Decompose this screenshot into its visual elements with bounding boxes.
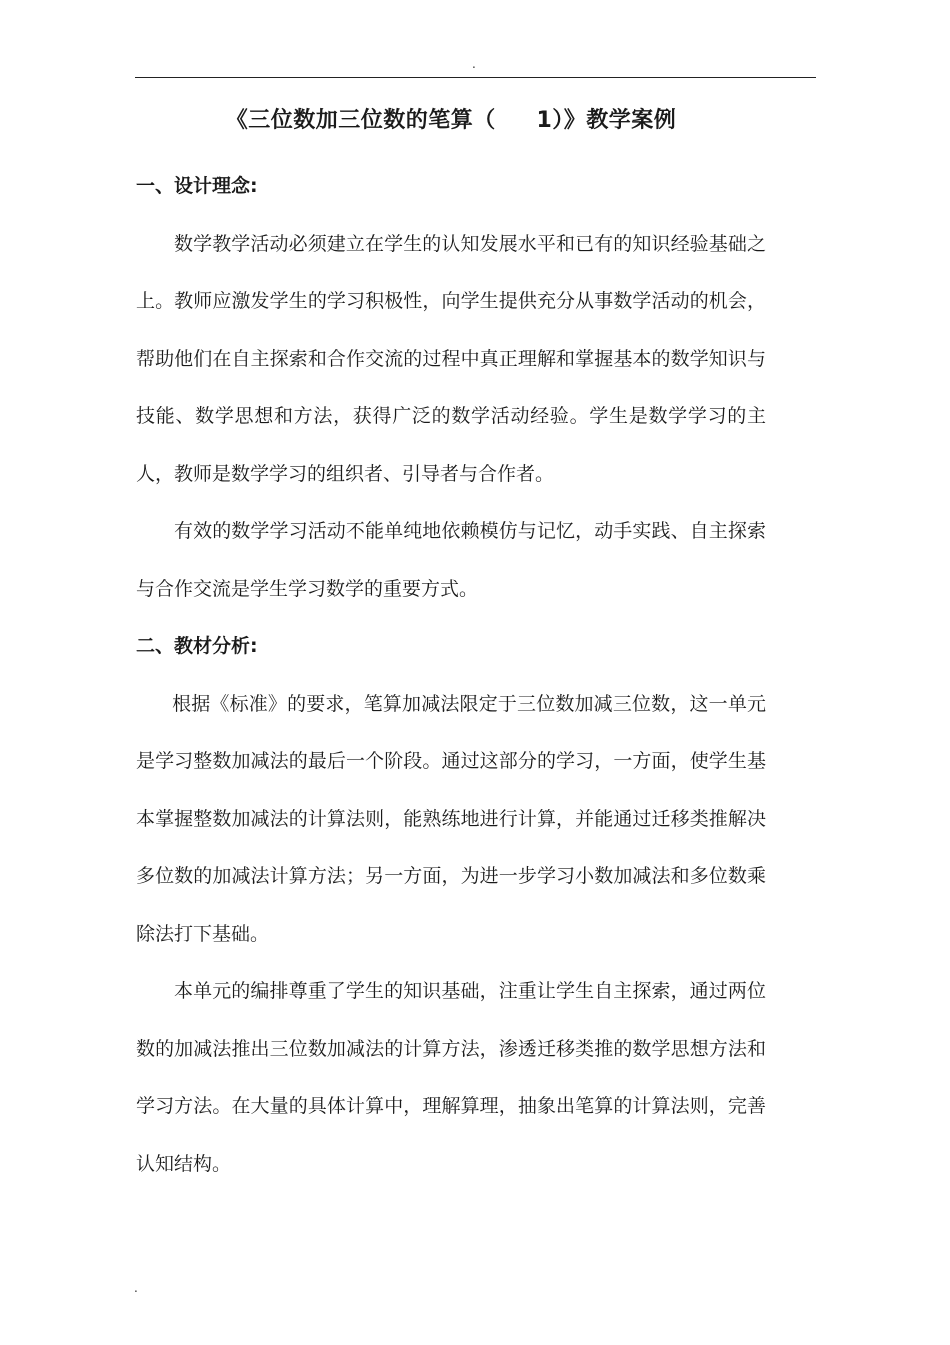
document-page (136, 103, 766, 1193)
header-rule (135, 77, 816, 78)
footer-mark: . (134, 1281, 138, 1295)
section-heading-design-concept: 一、设计理念: (136, 175, 258, 197)
paragraph-design-concept-2: 有效的数学学习活动不能单纯地依赖模仿与记忆，动手实践、自主探索与合作交流是学生学习数学的重要方式。 (136, 520, 766, 600)
paragraph-textbook-analysis-2: 本单元的编排尊重了学生的知识基础，注重让学生自主探索，通过两位数的加减法推出三位数加减法的计算方法，渗透迁移类推的数学思想方法和学习方法。在大量的具体计算中，理解算理，抽象出笔算的计算法则，完善认知结构。 (136, 980, 766, 1175)
document-title: 《三位数加三位数的笔算（ 1）》教学案例 (225, 108, 677, 133)
paragraph-textbook-analysis-1: 根据《标准》的要求，笔算加减法限定于三位数加减三位数，这一单元是学习整数加减法的最后一个阶段。通过这部分的学习，一方面，使学生基本掌握整数加减法的计算法则，能熟练地进行计算，并能通过迁移类推解决多位数的加减法计算方法；另一方面，为进一步学习小数加减法和多位数乘除法打下基础。 (136, 692, 766, 945)
header-mark: . (472, 57, 476, 71)
section-heading-textbook-analysis: 二、教材分析: (136, 635, 258, 657)
section-design-concept (136, 158, 766, 618)
paragraph-design-concept-1: 数学教学活动必须建立在学生的认知发展水平和已有的知识经验基础之上。教师应激发学生的学习积极性，向学生提供充分从事数学活动的机会，帮助他们在自主探索和合作交流的过程中真正理解和掌握基本的数学知识与技能、数学思想和方法，获得广泛的数学活动经验。学生是数学学习的主人，教师是数学学习的组织者、引导者与合作者。 (136, 232, 766, 485)
section-textbook-analysis (136, 618, 766, 1193)
